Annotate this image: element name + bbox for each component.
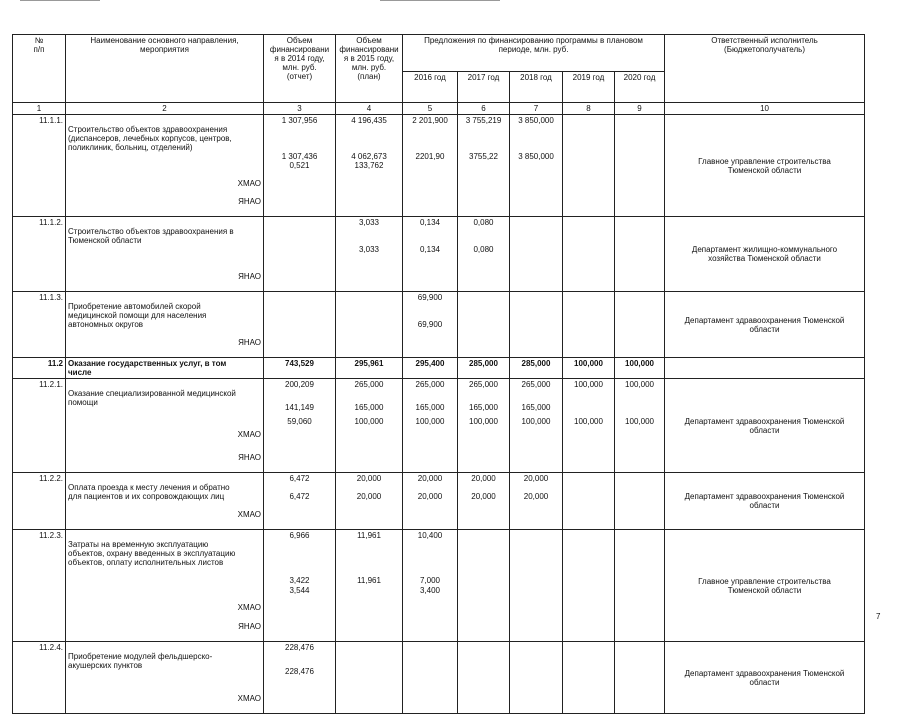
- cell-2014: 1 307,956 1 307,436 0,521: [264, 115, 336, 217]
- row-num: 11.1.3.: [13, 292, 66, 358]
- responsible-cell: Главное управление строительства Тюменской области: [665, 530, 865, 642]
- header-2018: 2018 год: [510, 72, 563, 103]
- cell-2020: 100,000 100,000: [615, 379, 665, 473]
- cell-2015: 265,000 165,000 100,000: [336, 379, 403, 473]
- header-2019: 2019 год: [563, 72, 615, 103]
- region-label: ХМАО: [237, 603, 261, 612]
- row-name: [66, 292, 264, 358]
- cell-2017: [458, 530, 510, 642]
- region-label: ЯНАО: [238, 453, 261, 462]
- row-name: [66, 115, 264, 217]
- cell-2014: 6,966 3,422 3,544: [264, 530, 336, 642]
- cell-2017: 3 755,219 3755,22: [458, 115, 510, 217]
- cell-2018: [510, 642, 563, 714]
- cell-2015: 295,961: [336, 358, 403, 379]
- region-label: ЯНАО: [238, 622, 261, 631]
- cell-2017: 20,000 20,000: [458, 473, 510, 530]
- table-row: [13, 217, 865, 292]
- responsible-cell: Департамент здравоохранения Тюменской области: [665, 292, 865, 358]
- row-title: Строительство объектов здравоохранения (диспансеров, лечебных корпусов, центров, поликлиник, больниц, отделений): [68, 125, 232, 152]
- cell-2019: [563, 115, 615, 217]
- cell-2019: 100,000 100,000: [563, 379, 615, 473]
- row-num: 11.1.1.: [13, 115, 66, 217]
- table-row: [13, 292, 865, 358]
- header-proposals: Предложения по финансированию программы в плановом периоде, млн. руб.: [403, 35, 665, 72]
- row-title: Приобретение модулей фельдшерско- акушерских пунктов: [68, 652, 213, 670]
- row-num: 11.2.2.: [13, 473, 66, 530]
- table-row: [13, 473, 865, 530]
- row-name: [66, 217, 264, 292]
- cell-2017: 265,000 165,000 100,000: [458, 379, 510, 473]
- col-number: 8: [563, 103, 615, 115]
- cell-2016: 0,134 0,134: [403, 217, 458, 292]
- responsible-cell: Департамент здравоохранения Тюменской области: [665, 379, 865, 473]
- row-title: Оказание специализированной медицинской помощи: [68, 389, 236, 407]
- scan-edge-line: [20, 0, 100, 1]
- region-label: ХМАО: [237, 694, 261, 703]
- cell-2014: 6,472 6,472: [264, 473, 336, 530]
- responsible-cell: Департамент здравоохранения Тюменской области: [665, 473, 865, 530]
- row-num: 11.1.2.: [13, 217, 66, 292]
- header-responsible: Ответственный исполнитель (Бюджетополучатель): [665, 35, 865, 103]
- cell-2017: 285,000: [458, 358, 510, 379]
- region-label: ХМАО: [237, 430, 261, 439]
- col-number: 10: [665, 103, 865, 115]
- row-title: Оказание государственных услуг, в том числе: [66, 358, 264, 379]
- row-name: [66, 530, 264, 642]
- cell-2019: [563, 473, 615, 530]
- cell-2020: [615, 217, 665, 292]
- cell-2014: 228,476 228,476: [264, 642, 336, 714]
- page-number: 7: [876, 612, 881, 621]
- cell-2018: [510, 530, 563, 642]
- cell-2018: [510, 292, 563, 358]
- table-row: [13, 530, 865, 642]
- cell-2014: [264, 217, 336, 292]
- row-name: [66, 379, 264, 473]
- cell-2018: 265,000 165,000 100,000: [510, 379, 563, 473]
- row-title: Приобретение автомобилей скорой медицинской помощи для населения автономных округов: [68, 302, 207, 329]
- cell-2016: 69,900 69,900: [403, 292, 458, 358]
- cell-2020: [615, 642, 665, 714]
- col-number: 5: [403, 103, 458, 115]
- table-row: [13, 379, 865, 473]
- cell-2016: [403, 642, 458, 714]
- cell-2020: [615, 115, 665, 217]
- table-row: [13, 642, 865, 714]
- region-label: ЯНАО: [238, 338, 261, 347]
- header-2017: 2017 год: [458, 72, 510, 103]
- region-label: ЯНАО: [238, 272, 261, 281]
- col-number: 2: [66, 103, 264, 115]
- row-title: Строительство объектов здравоохранения в Тюменской области: [68, 227, 234, 245]
- scan-edge-line: [380, 0, 500, 1]
- row-num: 11.2.3.: [13, 530, 66, 642]
- row-num: 11.2.4.: [13, 642, 66, 714]
- cell-2014: [264, 292, 336, 358]
- cell-2015: [336, 642, 403, 714]
- cell-2015: 11,961 11,961: [336, 530, 403, 642]
- col-number: 6: [458, 103, 510, 115]
- cell-2016: 295,400: [403, 358, 458, 379]
- cell-2015: 3,033 3,033: [336, 217, 403, 292]
- cell-2019: 100,000: [563, 358, 615, 379]
- header-2016: 2016 год: [403, 72, 458, 103]
- cell-2020: 100,000: [615, 358, 665, 379]
- cell-2017: [458, 642, 510, 714]
- table-header-row: [13, 35, 865, 72]
- cell-2019: [563, 530, 615, 642]
- cell-2019: [563, 217, 615, 292]
- table-row-total: [13, 358, 865, 379]
- col-number: 4: [336, 103, 403, 115]
- financing-table: [12, 34, 865, 714]
- cell-2020: [615, 530, 665, 642]
- cell-2017: [458, 292, 510, 358]
- col-number: 9: [615, 103, 665, 115]
- cell-2014: 200,209 141,149 59,060: [264, 379, 336, 473]
- cell-2018: 285,000: [510, 358, 563, 379]
- row-num: 11.2: [13, 358, 66, 379]
- row-title: Затраты на временную эксплуатацию объектов, охрану введенных в эксплуатацию объектов, оплату исполнительных листов: [68, 540, 236, 567]
- cell-2014: 743,529: [264, 358, 336, 379]
- cell-2019: [563, 642, 615, 714]
- cell-2020: [615, 292, 665, 358]
- cell-2019: [563, 292, 615, 358]
- header-vol-2015: Объем финансировани я в 2015 году, млн. руб. (план): [336, 35, 403, 103]
- cell-2015: 4 196,435 4 062,673 133,762: [336, 115, 403, 217]
- row-name: [66, 473, 264, 530]
- col-number: 1: [13, 103, 66, 115]
- cell-2015: [336, 292, 403, 358]
- header-vol-2014: Объем финансировани я в 2014 году, млн. руб. (отчет): [264, 35, 336, 103]
- col-number: 7: [510, 103, 563, 115]
- responsible-cell: [665, 358, 865, 379]
- table-row: [13, 115, 865, 217]
- row-num: 11.2.1.: [13, 379, 66, 473]
- region-label: ХМАО: [237, 510, 261, 519]
- responsible-cell: Главное управление строительства Тюменской области: [665, 115, 865, 217]
- cell-2015: 20,000 20,000: [336, 473, 403, 530]
- header-name: Наименование основного направления, мероприятия: [66, 35, 264, 103]
- column-number-row: [13, 103, 865, 115]
- cell-2016: 2 201,900 2201,90: [403, 115, 458, 217]
- row-name: [66, 642, 264, 714]
- header-num: № п/п: [13, 35, 66, 103]
- responsible-cell: Департамент здравоохранения Тюменской области: [665, 642, 865, 714]
- cell-2018: [510, 217, 563, 292]
- region-label: ХМАО: [237, 179, 261, 188]
- col-number: 3: [264, 103, 336, 115]
- responsible-cell: Департамент жилищно-коммунального хозяйства Тюменской области: [665, 217, 865, 292]
- cell-2018: 3 850,000 3 850,000: [510, 115, 563, 217]
- row-title: Оплата проезда к месту лечения и обратно для пациентов и их сопровождающих лиц: [68, 483, 230, 501]
- cell-2016: 10,400 7,000 3,400: [403, 530, 458, 642]
- cell-2016: 20,000 20,000: [403, 473, 458, 530]
- region-label: ЯНАО: [238, 197, 261, 206]
- cell-2017: 0,080 0,080: [458, 217, 510, 292]
- cell-2016: 265,000 165,000 100,000: [403, 379, 458, 473]
- cell-2018: 20,000 20,000: [510, 473, 563, 530]
- cell-2020: [615, 473, 665, 530]
- header-2020: 2020 год: [615, 72, 665, 103]
